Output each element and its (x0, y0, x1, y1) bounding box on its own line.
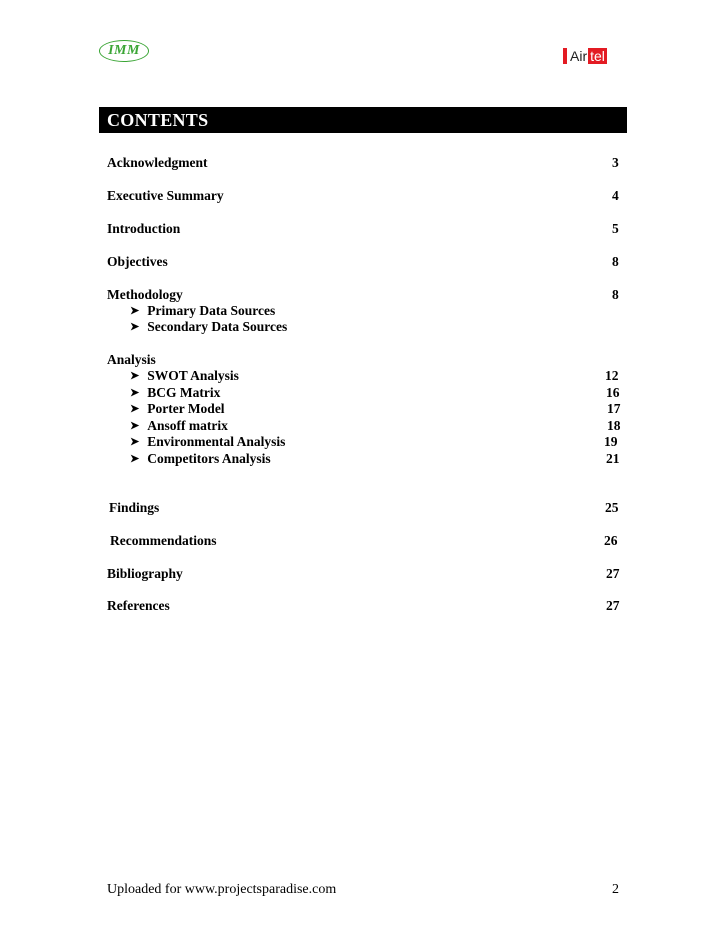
contents-title-bar (99, 107, 627, 133)
toc-analysis-sub-label: Competitors Analysis (147, 451, 271, 466)
imm-logo (99, 40, 149, 62)
toc-methodology-page: 8 (612, 287, 619, 302)
toc-acknowledgment-page: 3 (612, 155, 619, 170)
toc-analysis-sub-page: 19 (604, 434, 618, 449)
toc-analysis-sub-label: Ansoff matrix (147, 418, 228, 433)
airtel-logo-air: Air (570, 48, 588, 64)
arrow-bullet-icon: ➤ (130, 436, 140, 448)
arrow-bullet-icon: ➤ (130, 453, 140, 465)
toc-analysis-sub-label: SWOT Analysis (147, 368, 239, 383)
arrow-bullet-icon: ➤ (130, 305, 140, 317)
toc-introduction-page: 5 (612, 221, 619, 236)
toc-executive-summary-label: Executive Summary (107, 188, 224, 203)
toc-references-label: References (107, 598, 170, 613)
contents-title: CONTENTS (107, 109, 209, 130)
toc-findings-label: Findings (109, 500, 160, 515)
arrow-bullet-icon: ➤ (130, 321, 140, 333)
footer-page-number: 2 (612, 882, 619, 897)
arrow-bullet-icon: ➤ (130, 403, 140, 415)
toc-analysis-label: Analysis (107, 352, 156, 367)
airtel-logo-tel: tel (590, 48, 605, 64)
imm-logo-text: IMM (108, 43, 140, 58)
toc-recommendations-page: 26 (604, 533, 618, 548)
airtel-logo (563, 47, 607, 65)
toc-objectives-page: 8 (612, 254, 619, 269)
toc-acknowledgment-label: Acknowledgment (107, 155, 208, 170)
toc-methodology-sub-label: Secondary Data Sources (147, 319, 288, 334)
toc-executive-summary-page: 4 (612, 188, 619, 203)
toc-methodology-label: Methodology (107, 287, 183, 302)
toc-bibliography-label: Bibliography (107, 566, 183, 581)
toc-findings-page: 25 (605, 500, 619, 515)
toc-analysis-sub-item (130, 434, 285, 450)
toc-methodology-sub-item (130, 319, 287, 335)
toc-introduction-label: Introduction (107, 221, 181, 236)
toc-methodology-sub-item (130, 303, 275, 319)
toc-objectives-label: Objectives (107, 254, 168, 269)
toc-analysis-sub-label: Environmental Analysis (147, 434, 286, 449)
toc-analysis-sub-item (130, 368, 239, 384)
toc-references-page: 27 (606, 598, 620, 613)
airtel-logo-mark (563, 48, 567, 64)
toc-analysis-sub-item (130, 418, 228, 434)
toc-analysis-sub-item (130, 401, 225, 417)
toc-analysis-sub-label: BCG Matrix (147, 385, 221, 400)
toc-analysis-sub-page: 17 (607, 401, 621, 416)
toc-analysis-sub-page: 18 (607, 418, 621, 433)
toc-analysis-sub-item (130, 451, 271, 467)
toc-recommendations-label: Recommendations (110, 533, 217, 548)
toc-analysis-sub-label: Porter Model (147, 401, 225, 416)
toc-methodology-sub-label: Primary Data Sources (147, 303, 276, 318)
toc-analysis-sub-page: 21 (606, 451, 620, 466)
arrow-bullet-icon: ➤ (130, 387, 140, 399)
toc-analysis-sub-page: 12 (605, 368, 619, 383)
arrow-bullet-icon: ➤ (130, 370, 140, 382)
toc-bibliography-page: 27 (606, 566, 620, 581)
arrow-bullet-icon: ➤ (130, 420, 140, 432)
toc-analysis-sub-item (130, 385, 220, 401)
toc-analysis-sub-page: 16 (606, 385, 620, 400)
footer-text: Uploaded for www.projectsparadise.com (107, 882, 337, 897)
